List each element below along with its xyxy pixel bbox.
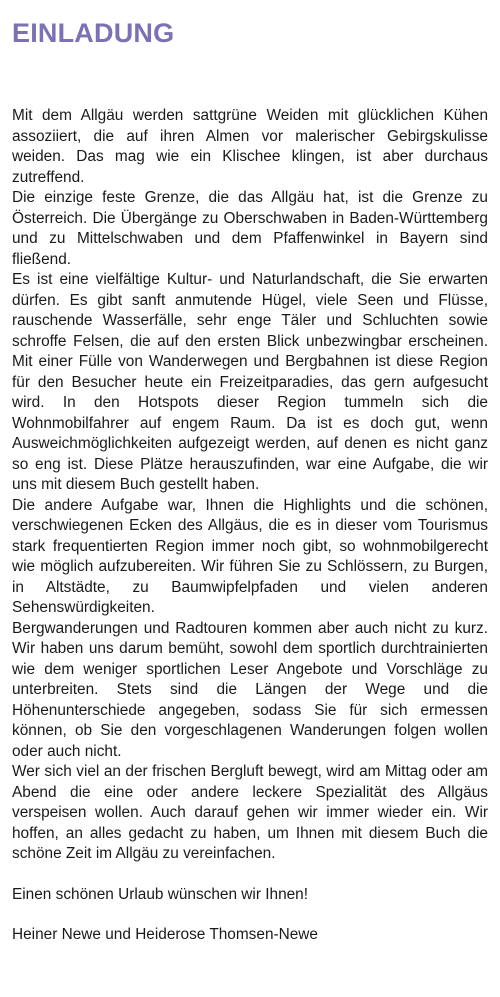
paragraph-highlights: Die andere Aufgabe war, Ihnen die Highlights und die schönen, verschwiegenen Ecken des Allgäus, die es in dieser vom Tourismus stark frequentierten Region immer noch gibt, so wohnmobilgerecht wie möglich aufzubereiten. Wir führen Sie zu Schlössern, zu Burgen, in Altstädte, zu Baumwipfelpfaden und vielen anderen Sehenswürdigkeiten. — [12, 496, 488, 616]
paragraph-landscape: Es ist eine vielfältige Kultur- und Naturlandschaft, die Sie erwarten dürfen. Es gibt sanft anmutende Hügel, viele Seen und Flüsse, rauschende Wasserfälle, sehr enge Täler und Schluchten sowie schroffe Felsen, die auf den ersten Blick unbezwingbar erscheinen. Mit einer Fülle von Wanderwegen und Bergbahnen ist diese Region für den Besucher heute ein Freizeitparadies, das gern aufgesucht wird. In den Hotspots dieser Region tummeln sich die Wohnmobilfahrer auf engem Raum. Da ist es doch gut, wenn Ausweichmöglichkeiten aufgezeigt werden, auf denen es nicht ganz so eng ist. Diese Plätze herauszufinden, war eine Aufgabe, die wir uns mit diesem Buch gestellt haben. — [12, 271, 488, 493]
paragraph-food: Wer sich viel an der frischen Bergluft bewegt, wird am Mittag oder am Abend die eine oder andere leckere Spezialität des Allgäus verspeisen wollen. Auch darauf gehen wir immer wieder ein. Wir hoffen, an alles gedacht zu haben, um Ihnen mit diesem Buch die schöne Zeit im Allgäu zu vereinfachen. — [12, 763, 488, 862]
author-signature: Heiner Newe und Heiderose Thomsen-Newe — [12, 926, 318, 943]
body-text — [12, 106, 488, 865]
paragraph-intro: Mit dem Allgäu werden sattgrüne Weiden mit glücklichen Kühen assoziiert, die auf ihren Almen vor malerischer Gebirgskulisse weiden. Das mag wie ein Klischee klingen, ist aber durchaus zutreffend. — [12, 107, 488, 186]
page-title: EINLADUNG — [12, 18, 175, 48]
paragraph-borders: Die einzige feste Grenze, die das Allgäu hat, ist die Grenze zu Österreich. Die Übergänge zu Oberschwaben in Baden-Württemberg und zu Mittelschwaben und dem Pfaffenwinkel in Bayern sind fließend. — [12, 189, 488, 268]
closing-line: Einen schönen Urlaub wünschen wir Ihnen! — [12, 885, 309, 903]
paragraph-hiking: Bergwanderungen und Radtouren kommen aber auch nicht zu kurz. Wir haben uns darum bemüht, sowohl dem sportlich durchtrainierten wie dem weniger sportlichen Leser Angebote und Vorschläge zu unterbreiten. Stets sind die Längen der Wege und die Höhenunterschiede angegeben, sodass Sie für sich ermessen können, ob Sie den vorgeschlagenen Wanderungen folgen wollen oder auch nicht. — [12, 619, 488, 760]
